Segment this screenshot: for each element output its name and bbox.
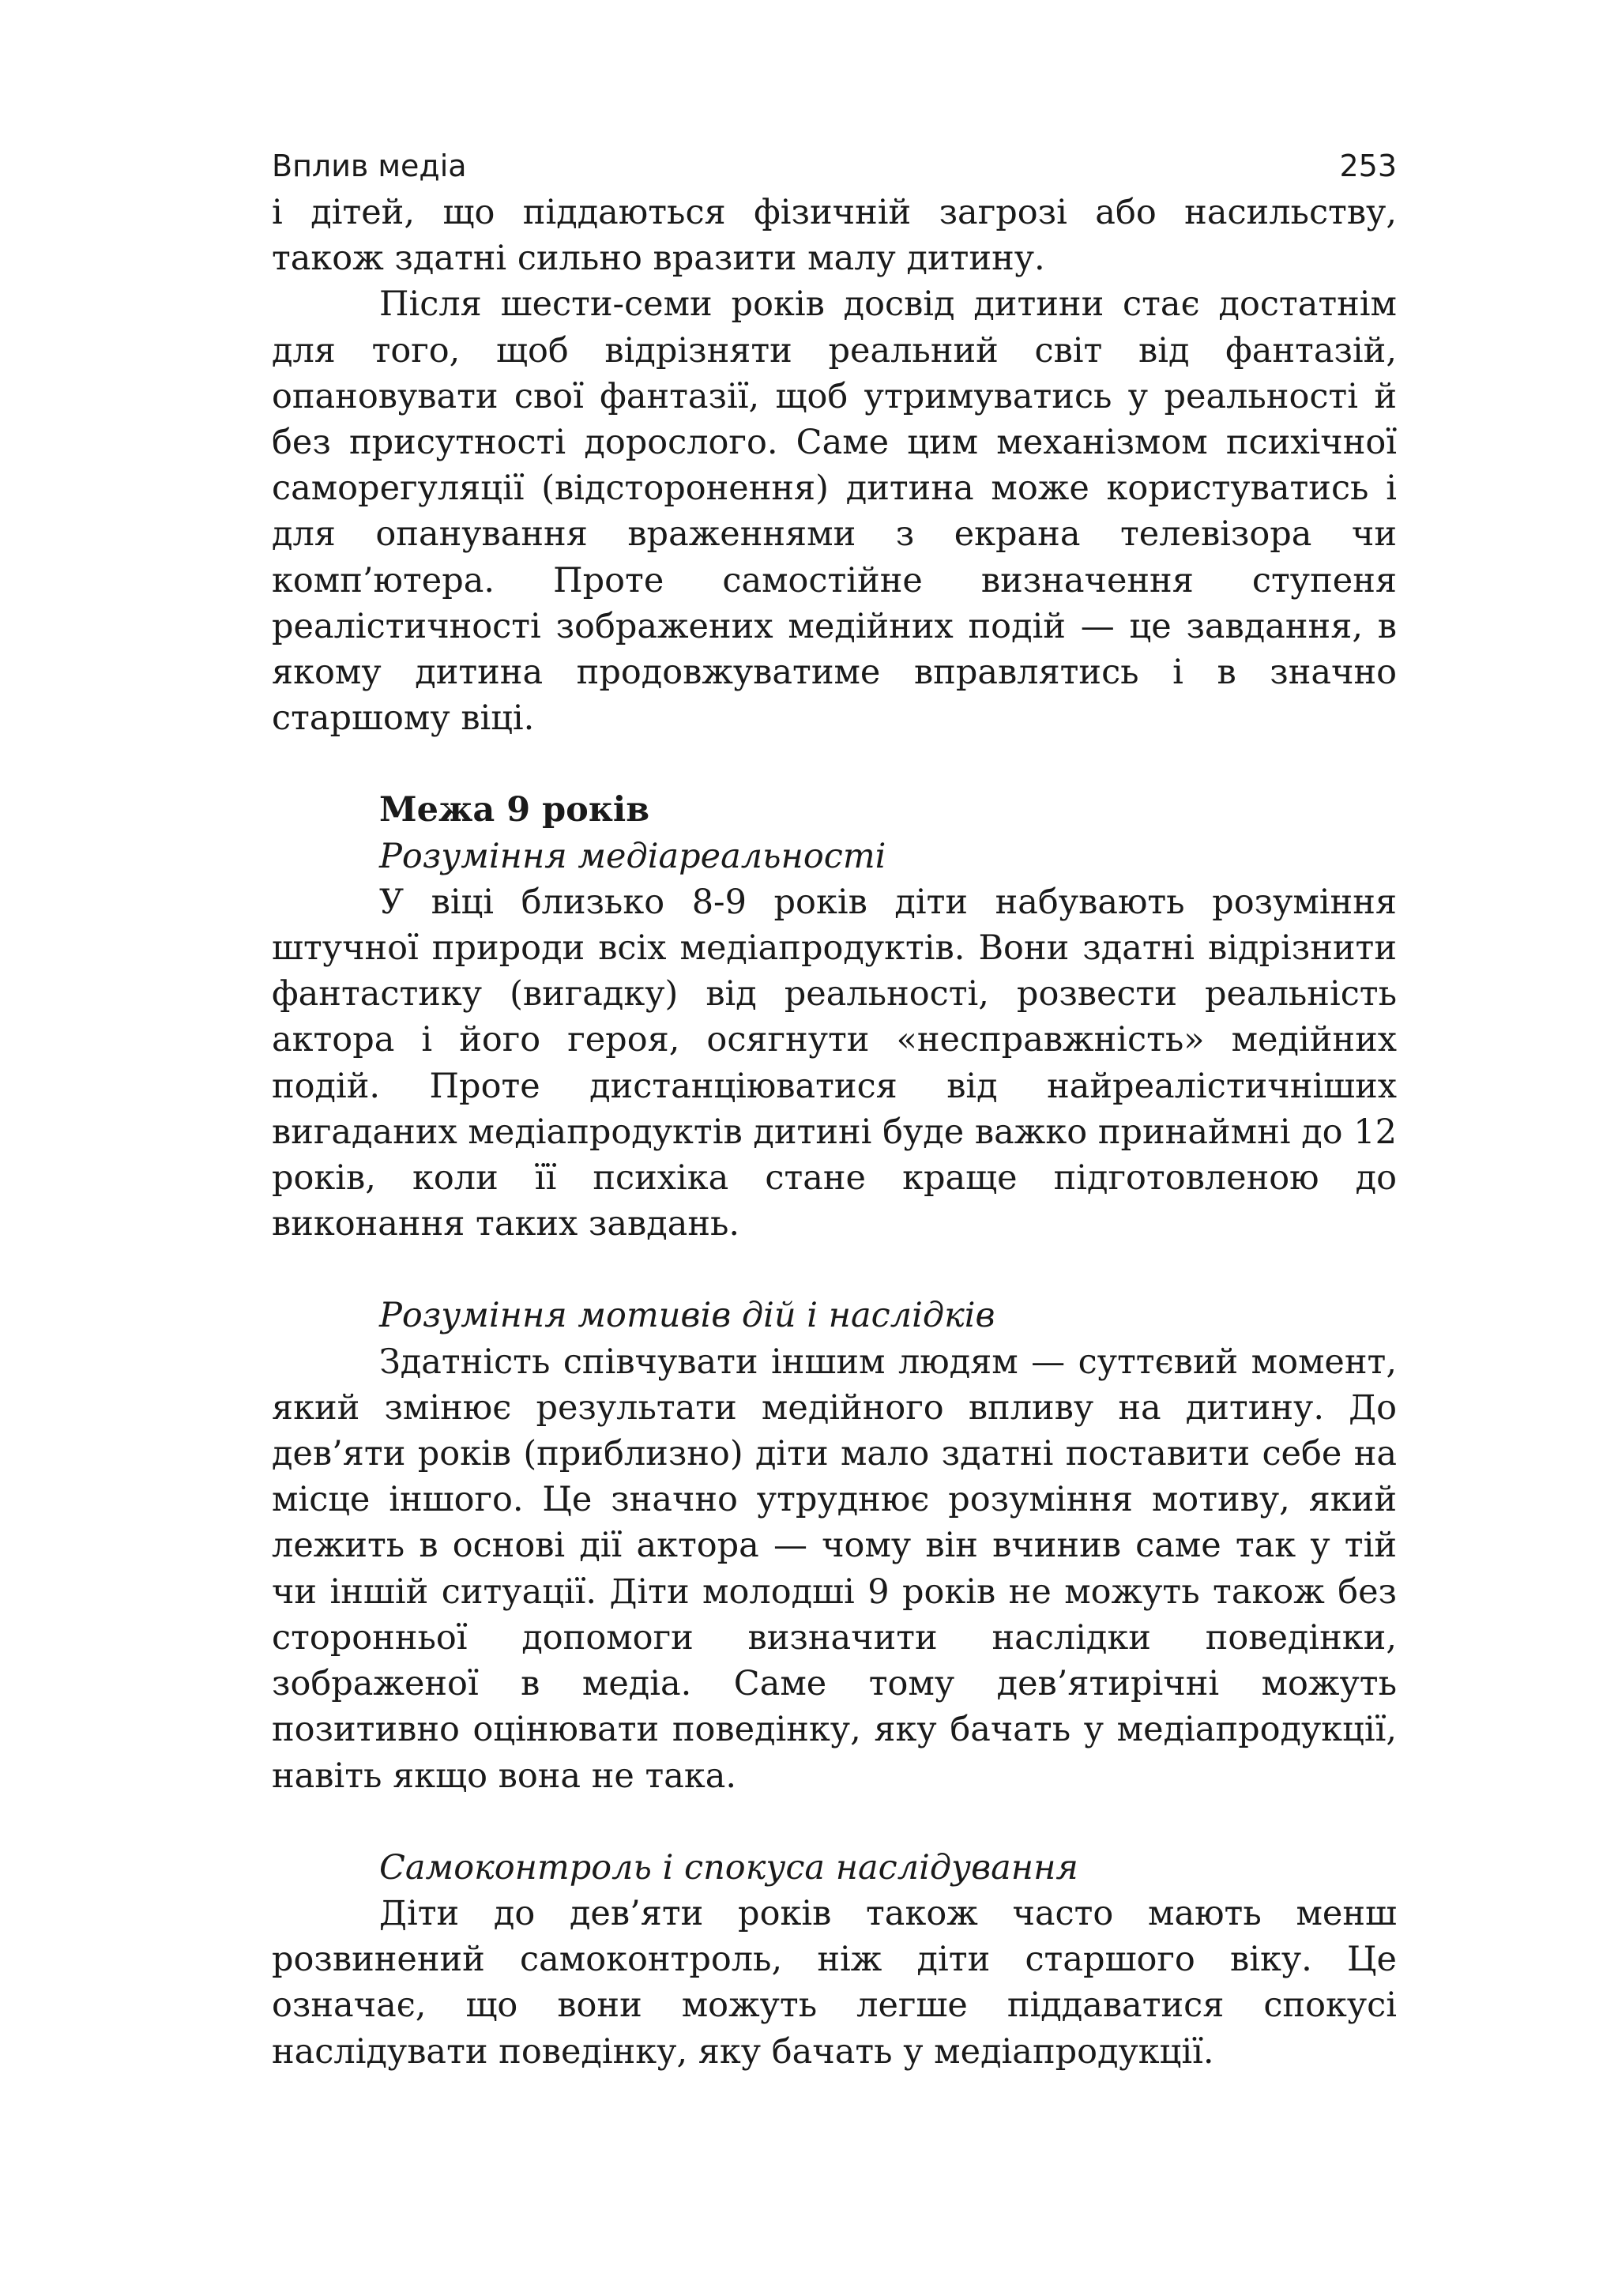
- running-head: [272, 142, 1397, 190]
- subheading-motives: Розуміння мотивів дій і наслідків: [379, 1296, 995, 1336]
- book-page: [272, 142, 1397, 2075]
- chapter-title: Вплив медіа: [272, 149, 467, 183]
- subheading-media-reality: Розуміння медіареальності: [379, 836, 886, 876]
- subheading-self-control: Самоконтроль і спокуса наслідування: [379, 1847, 1078, 1888]
- section-heading: Межа 9 років: [379, 790, 650, 830]
- page-number: 253: [1339, 149, 1397, 183]
- paragraph-media-reality: У віці близько 8-9 років діти набувають розуміння штучної природи всіх медіапродуктів. Вони здатні відрізнити фантастику (вигадку) від реальності, розвести реальність актора і його героя, осягнути «несправжність» медійних подій. Проте дистанціюватися від найреалістичніших вигаданих медіапродуктів дитині буде важко принаймні до 12 років, коли її психіка стане краще підготовленою до виконання таких завдань.: [272, 882, 1397, 1244]
- body-text: [272, 190, 1397, 2075]
- paragraph-motives: Здатність співчувати іншим людям — суттєвий момент, який змінює результати медійного впливу на дитину. До дев’яти років (приблизно) діти мало здатні поставити себе на місце іншого. Це значно утруднює розуміння мотиву, який лежить в основі дії актора — чому він вчинив саме так у тій чи іншій ситуації. Діти молодші 9 років не можуть також без сторонньої допомоги визначити наслідки поведінки, зображеної в медіа. Саме тому дев’ятирічні можуть позитивно оцінювати поведінку, яку бачать у медіапродукції, навіть якщо вона не така.: [272, 1342, 1397, 1796]
- paragraph-self-control: Діти до дев’яти років також часто мають менш розвинений самоконтроль, ніж діти старшого віку. Це означає, що вони можуть легше піддаватися спокусі наслідувати поведінку, яку бачать у медіапродукції.: [272, 1893, 1397, 2072]
- paragraph-after-six-years: Після шести-семи років досвід дитини стає достатнім для того, щоб відрізняти реальний світ від фантазій, опановувати свої фантазії, щоб утримуватись у реальності й без присутності дорослого. Саме цим механізмом психічної саморегуляції (відсторонення) дитина може користуватись і для опанування враженнями з екрана телевізора чи комп’ютера. Проте самостійне визначення ступеня реалістичності зображених медійних подій — це завдання, в якому дитина продовжуватиме вправлятись і в значно старшому віці.: [272, 284, 1397, 739]
- paragraph-continuation: і дітей, що піддаються фізичній загрозі або насильству, також здатні сильно вразити малу дитину.: [272, 193, 1397, 279]
